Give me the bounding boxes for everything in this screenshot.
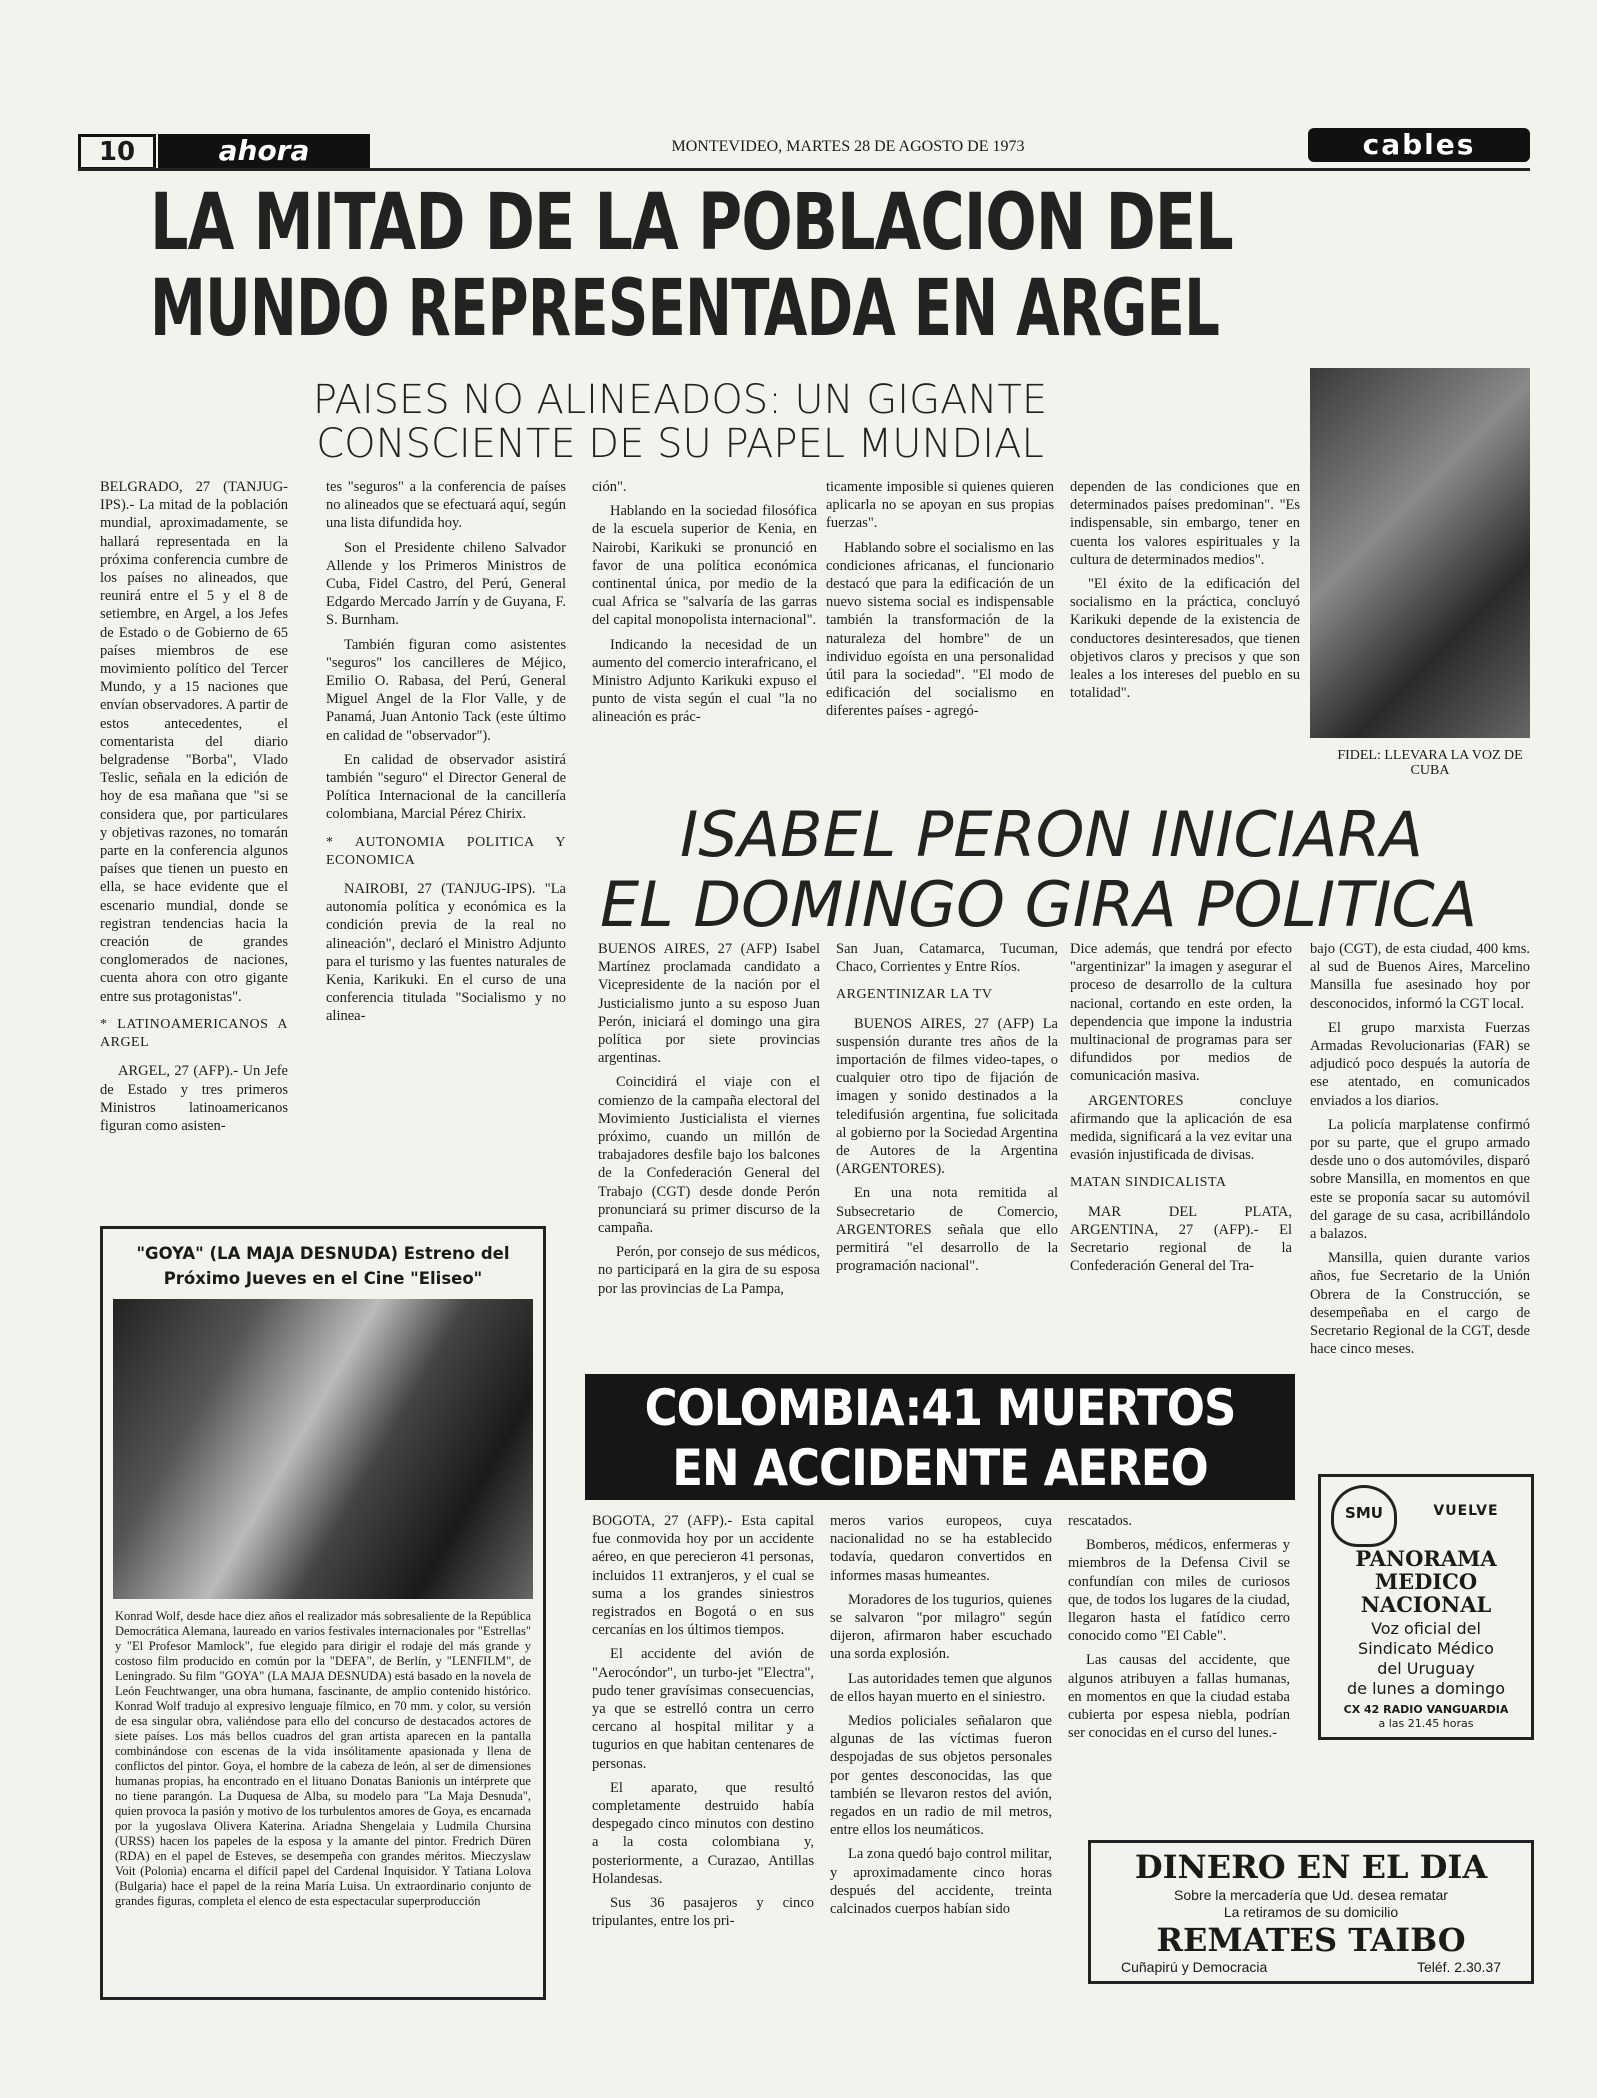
main-story-col1: BELGRADO, 27 (TANJUG-IPS).- La mitad de la población mundial, aproximadamente, se hallará representada en la próxima conferencia cumbre de los países no alineados, que reunirá entre el 5 y el 8 de setiembre, en Argel, a los Jefes de Estado o de Gobierno de 65 países miembros de ese movimiento político del Tercer Mundo, y a 15 naciones que envían observadores. A partir de estos antecedentes, el comentarista del diario belgradense "Borba", Vlado Teslic, señala en la edición de hoy de esa mañana que "si se considera que, por particulares y objetivas razones, no tomarán parte en la conferencia algunos países que tienen un puesto en ella, se hace evidente que el escenario mundial, donde se registran tendencias hacia la creación de grandes conglomerados de naciones, cuenta ahora con otro gigante entre sus protagonistas". * LATINOAMERICANOS A ARGEL ARGEL, 27 (AFP).- Un Jefe de Estado y tres primeros Ministros latinoamericanos figuran como asisten- (100, 479, 288, 1134)
taibo-phone: Teléf. 2.30.37 (1416, 1959, 1501, 1975)
taibo-title: DINERO EN EL DIA (1134, 1848, 1488, 1886)
smu-station: CX 42 RADIO VANGUARDIA a las 21.45 horas (1343, 1703, 1509, 1730)
main-headline-line2: MUNDO REPRESENTADA EN ARGEL (150, 264, 1220, 354)
main-story-col3: ción". Hablando en la sociedad filosófica de la escuela superior de Kenia, en Nairobi, Karikuki se pronunció en favor de una política económica continental única, por medio de la cual Africa se "salvaría de las garras del capital monopolista internacional". Indicando la necesidad de un aumento del comercio interafricano, el Ministro Adjunto Karikuki expuso el punto de vista según el cual "la no alineación es prác- (592, 479, 817, 726)
peron-headline-line1: ISABEL PERON INICIARA (680, 798, 1423, 871)
masthead-rule (78, 168, 1530, 171)
main-story-col2: tes "seguros" a la conferencia de países no alineados que se efectuará aquí, según una lista difundida hoy. Son el Presidente chileno Salvador Allende y los Primeros Ministros de Cuba, Fidel Castro, del Perú, General Edgardo Mercado Jarrín y de Guyana, F. S. Burnham. También figuran como asistentes "seguros" los cancilleres de Méjico, Emilio O. Rabasa, del Perú, General Miguel Angel de la Flor Valle, y de Panamá, Juan Antonio Tack (este último en calidad de "observador"). En calidad de observador asistirá también "seguro" el Director General de Política Internacional de la cancillería colombiana, Marcial Pérez Chirix. * AUTONOMIA POLITICA Y ECONOMICA NAIROBI, 27 (TANJUG-IPS). "La autonomía política y económica es la condición previa de la real no alineación", declaró el Ministro Adjunto para el turismo y las fuentes naturales de Kenia, Karikuki. En el curso de una conferencia titulada "Socialismo y no alinea- (326, 479, 566, 1025)
main-subhead-line1: PAISES NO ALINEADOS: UN GIGANTE (312, 377, 1048, 423)
subhead-latinoamericanos: * LATINOAMERICANOS A ARGEL (100, 1016, 288, 1051)
main-story-col5: dependen de las condiciones que en determinados países predominan". "Es indispensable, sin embargo, tener en cuenta los valores espirituales y la cultura de determinados medios". "El éxito de la edificación del socialismo en la práctica, concluyó Karikuki depende de la existencia de conductores desinteresados, que tienen objetivos claros y precisos y que son leales a los intereses del pueblo en su totalidad". (1070, 479, 1300, 702)
smu-logo: SMU (1331, 1485, 1397, 1547)
peron-col2: San Juan, Catamarca, Tucuman, Chaco, Corrientes y Entre Ríos. ARGENTINIZAR LA TV BUENOS AIRES, 27 (AFP) La suspensión durante tres años de la importación de filmes video-tapes, o cualquier otro tipo de fijación de imagen y sonido destinados a la teledifusión argentina, fue solicitada al gobierno por la Sociedad Argentina de Autores de la Argentina (ARGENTORES). En una nota remitida al Subsecretario de Comercio, ARGENTORES señala que ello permitirá "el desarrollo de la programación nacional". (836, 941, 1058, 1275)
colombia-col3: rescatados. Bomberos, médicos, enfermeras y miembros de la Defensa Civil se confundían con miles de curiosos que, de todos los lugares de la ciudad, llegaron hasta el fatídico cerro conocido como "El Cable". Las causas del accidente, que algunos atribuyen a fallas humanas, en momentos en que la ciudad estaba cubierta por espesa niebla, podrían ser conocidas en el curso del lunes.- (1068, 1513, 1290, 1742)
colombia-col2: meros varios europeos, cuya nacionalidad no se ha establecido todavía, quedaron convertidos en informes masas humeantes. Moradores de los tugurios, quienes se salvaron "por milagro" según dijeron, afirmaron haber escuchado una sorda explosión. Las autoridades temen que algunos de ellos hayan muerto en el siniestro. Medios policiales señalaron que algunas de las víctimas fueron despojadas de sus objetos personales por gentes desconocidas, las que también se llevaron restos del avión, regados en un radio de mil metros, entre ellos los neumáticos. La zona quedó bajo control militar, y aproximadamente cinco horas después del accidente, treinta calcinados cuerpos habían sido (830, 1513, 1052, 1918)
smu-ad (1318, 1474, 1534, 1740)
main-subhead-line2: CONSCIENTE DE SU PAPEL MUNDIAL (316, 421, 1044, 467)
colombia-headline-line2: EN ACCIDENTE AEREO (672, 1439, 1208, 1497)
taibo-ad (1088, 1840, 1534, 1984)
goya-body: Konrad Wolf, desde hace diez años el realizador más sobresaliente de la República Democrática Alemana, laureado en varios festivales internacionales por "Estrellas" y "El Profesor Mamlock", fue elegido para dirigir el rodaje del más grande y costoso film producido en común por la "DEFA", de Berlín, y "LENFILM", de Leningrado. Su film "GOYA" (LA MAJA DESNUDA) está basado en la novela de León Feuchtwanger, una obra humana, fascinante, de amplio contenido histórico. Konrad Wolf tradujo al expresivo lenguaje fílmico, en 70 mm. y color, su versión de esa singular obra, valiéndose para ello del concurso de destacados actores de siete países. Los más bellos cuadros del gran artista aparecen en la pantalla combinándose con escenas de la vida insólitamente apasionada y llena de conflictos del pintor. Goya, el hombre de la cabeza de león, al ser de dimensiones humanas propias, ha encontrado en el lituano Donatas Banionis un intérprete que no tiene parangón. La Duquesa de Alba, su modelo para "La Maja Desnuda", quien provoca la pasión y motivo de los turbulentos amores de Goya, es encarnada por la yugoslava Olivera Katerina. Ariadna Shengelaia y Ludmila Chursina (URSS) hacen los papeles de la esposa y la amante del pintor. Fredrich Düren (RDA) en el papel de Esteves, se desempeña con grandes méritos. Mieczyslaw Voit (Polonia) encarna el difícil papel del Cardenal Inquisidor. Y Tatiana Lolova (Bulgaria) hace el papel de la reina María Luisa. Un extraordinario conjunto de grandes figuras, completa el elenco de esta espectacular superproducción (115, 1609, 531, 1908)
colombia-col1: BOGOTA, 27 (AFP).- Esta capital fue conmovida hoy por un accidente aéreo, en que perecieron 41 personas, incluidos 11 extranjeros, y el cual se suma a los grandes siniestros registrados en Bogotá o en sus cercanías en los últimos tiempos. El accidente del avión de "Aerocóndor", un turbo-jet "Electra", pudo tener gravísimas consecuencias, ya que se estrelló contra un cerro cercano al hospital militar y a tugurios en que habitan centenares de personas. El aparato, que resultó completamente destruido había despegado cinco minutos con destino a la costa colombiana y, posteriormente, a Curazao, Antillas Holandesas. Sus 36 pasajeros y cinco tripulantes, entre los pri- (592, 1513, 814, 1930)
fidel-photo (1310, 368, 1530, 738)
peron-col1: BUENOS AIRES, 27 (AFP) Isabel Martínez proclamada candidato a Vicepresidente de la nación por el Justicialismo junto a su esposo Juan Perón, iniciará el domingo una gira política por siete provincias argentinas. Coincidirá el viaje con el comienzo de la campaña electoral del Movimiento Justicialista el viernes próximo, cuando un millón de trabajadores desfile bajo los balcones de la Confederación General del Trabajo (CGT) desde donde Perón pronunciará su primer discurso de la campaña. Perón, por consejo de sus médicos, no participará en la gira de su esposa por las provincias de La Pampa, (598, 941, 820, 1297)
paper-name-logo: ahora (158, 134, 370, 168)
main-headline-line1: LA MITAD DE LA POBLACION DEL (150, 178, 1233, 268)
taibo-address: Cuñapirú y Democracia (1121, 1959, 1268, 1975)
taibo-name: REMATES TAIBO (1156, 1921, 1466, 1959)
peron-col3: Dice además, que tendrá por efecto "argentinizar" la imagen y asegurar el proceso de desarrollo de la cultura nacional, cortando en este orden, la dependencia que impone la industria multinacional de programas para ser difundidos por medios de comunicación masiva. ARGENTORES concluye afirmando que la aplicación de esa medida, significará a la vez evitar una evasión injustificada de divisas. MATAN SINDICALISTA MAR DEL PLATA, ARGENTINA, 27 (AFP).- El Secretario regional de la Confederación General del Tra- (1070, 941, 1292, 1275)
dateline: MONTEVIDEO, MARTES 28 DE AGOSTO DE 1973 (671, 138, 1025, 155)
masthead (78, 128, 1530, 168)
colombia-headline-box (585, 1374, 1295, 1500)
peron-headline-line2: EL DOMINGO GIRA POLITICA (600, 868, 1478, 941)
subhead-argentinizar: ARGENTINIZAR LA TV (836, 987, 993, 1003)
section-label: cables (1308, 128, 1530, 162)
main-headline (150, 180, 1510, 352)
main-subhead (240, 378, 1120, 466)
goya-film-still (113, 1299, 533, 1599)
taibo-line2: La retiramos de su domicilio (1223, 1904, 1399, 1920)
taibo-line1: Sobre la mercadería que Ud. desea rematar (1174, 1887, 1448, 1903)
smu-title: PANORAMA MEDICO NACIONAL (1355, 1546, 1497, 1617)
main-story-col4: ticamente imposible si quienes quieren aplicarla no se apoyan en sus propias fuerzas". Hablando sobre el socialismo en las condiciones africanas, el funcionario destacó que para la edificación de un nuevo sistema social es indispensable también la transformación de la naturaleza del hombre" de un individuo egoísta en una personalidad útil para la sociedad". "El modo de edificación del socialismo en diferentes países - agregó- (826, 479, 1054, 720)
peron-headline (600, 800, 1530, 940)
goya-box (100, 1226, 546, 2000)
page-number: 10 (78, 134, 156, 170)
colombia-headline-line1: COLOMBIA:41 MUERTOS (644, 1379, 1236, 1437)
smu-kicker: VUELVE (1433, 1503, 1499, 1519)
subhead-autonomia: * AUTONOMIA POLITICA Y ECONOMICA (326, 834, 566, 868)
subhead-matan-sindicalista: MATAN SINDICALISTA (1070, 1175, 1227, 1191)
smu-body: Voz oficial del Sindicato Médico del Uruguay de lunes a domingo (1346, 1619, 1506, 1698)
fidel-photo-caption: FIDEL: LLEVARA LA VOZ DE CUBA (1337, 748, 1523, 778)
goya-title: "GOYA" (LA MAJA DESNUDA) Estreno del Próximo Jueves en el Cine "Eliseo" (136, 1244, 510, 1288)
peron-col4: bajo (CGT), de esta ciudad, 400 kms. al sud de Buenos Aires, Marcelino Mansilla fue asesinado hoy por desconocidos, informó la CGT local. El grupo marxista Fuerzas Armadas Revolucionarias (FAR) se adjudicó poco después la autoría de ese atentado, en comunicados enviados a los diarios. La policía marplatense confirmó por su parte, que el grupo armado desde uno o dos automóviles, disparó sobre Mansilla, en momentos en que este se proponía sacar su automóvil del garage de su casa, acribillándolo a balazos. Mansilla, quien durante varios años, fue Secretario de la Unión Obrera de la Construcción, se desempeñaba en el cargo de Secretario Regional de la CGT, desde hace cinco meses. (1310, 941, 1530, 1358)
